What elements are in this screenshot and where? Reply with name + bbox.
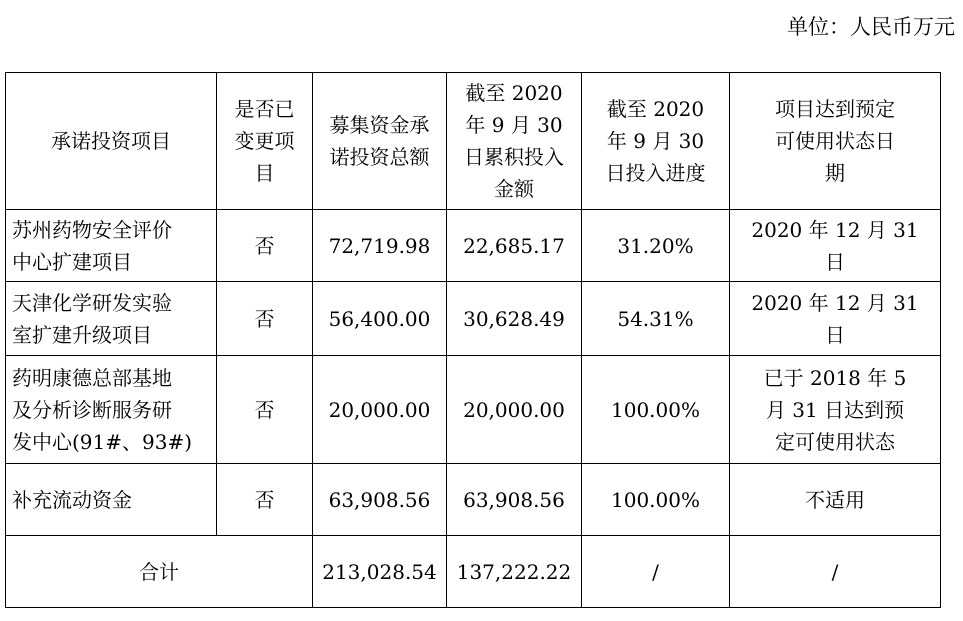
project-line: 发中心(91#、93#) xyxy=(12,429,193,454)
project-cell xyxy=(6,356,217,464)
header-row xyxy=(6,73,941,210)
ready-date-line: 日 xyxy=(825,322,845,347)
header-cumulative-line: 截至 2020 xyxy=(465,81,563,105)
changed-cell: 否 xyxy=(217,282,313,356)
header-progress-line: 年 9 月 30 xyxy=(606,129,705,153)
changed-cell: 否 xyxy=(217,356,313,464)
cumulative-cell: 20,000.00 xyxy=(447,356,582,464)
project-line: 天津化学研发实验 xyxy=(12,290,172,315)
project-line: 室扩建升级项目 xyxy=(12,322,152,347)
header-cumulative-line: 年 9 月 30 xyxy=(465,113,563,137)
header-committed xyxy=(313,73,447,210)
header-changed-line: 目 xyxy=(254,161,275,185)
progress-cell: 100.00% xyxy=(582,356,730,464)
project-line: 苏州药物安全评价 xyxy=(12,217,172,242)
project-line: 及分析诊断服务研 xyxy=(12,397,172,422)
ready-date-line: 定可使用状态 xyxy=(775,429,895,454)
committed-cell: 20,000.00 xyxy=(313,356,447,464)
header-project xyxy=(6,73,217,210)
header-ready-date xyxy=(730,73,941,210)
fund-usage-table xyxy=(5,72,941,608)
ready-date-cell xyxy=(730,210,941,282)
ready-date-cell xyxy=(730,356,941,464)
committed-cell: 72,719.98 xyxy=(313,210,447,282)
header-progress-line: 日投入进度 xyxy=(605,161,706,185)
unit-label: 单位：人民币万元 xyxy=(787,15,955,39)
total-cumulative: 137,222.22 xyxy=(447,536,582,608)
committed-cell: 56,400.00 xyxy=(313,282,447,356)
ready-date-line: 2020 年 12 月 31 xyxy=(751,290,919,315)
cumulative-cell: 30,628.49 xyxy=(447,282,582,356)
header-ready-date-line: 期 xyxy=(825,161,845,185)
header-cumulative xyxy=(447,73,582,210)
project-cell xyxy=(6,282,217,356)
total-progress: / xyxy=(582,536,730,608)
ready-date-cell xyxy=(730,282,941,356)
committed-cell: 63,908.56 xyxy=(313,464,447,536)
progress-cell: 100.00% xyxy=(582,464,730,536)
ready-date-line: 不适用 xyxy=(805,487,865,512)
header-ready-date-line: 可使用状态日 xyxy=(775,129,895,153)
ready-date-line: 月 31 日达到预 xyxy=(765,397,905,422)
header-cumulative-line: 金额 xyxy=(494,177,534,201)
header-cumulative-line: 日累积投入 xyxy=(464,145,564,169)
project-line: 药明康德总部基地 xyxy=(12,365,172,390)
project-cell xyxy=(6,464,217,536)
header-changed-line: 变更项 xyxy=(234,129,295,153)
header-progress-line: 截至 2020 xyxy=(606,97,705,121)
cumulative-cell: 63,908.56 xyxy=(447,464,582,536)
changed-cell: 否 xyxy=(217,210,313,282)
table-row xyxy=(6,210,941,282)
header-changed-line: 是否已 xyxy=(234,97,295,121)
header-ready-date-line: 项目达到预定 xyxy=(775,97,895,121)
header-project-text: 承诺投资项目 xyxy=(51,129,171,153)
header-progress xyxy=(582,73,730,210)
progress-cell: 31.20% xyxy=(582,210,730,282)
ready-date-line: 日 xyxy=(825,249,845,274)
header-changed xyxy=(217,73,313,210)
table-row xyxy=(6,464,941,536)
table-row xyxy=(6,282,941,356)
total-ready-date: / xyxy=(730,536,941,608)
total-committed: 213,028.54 xyxy=(313,536,447,608)
project-line: 补充流动资金 xyxy=(12,487,132,512)
ready-date-line: 2020 年 12 月 31 xyxy=(751,217,919,242)
project-line: 中心扩建项目 xyxy=(12,249,132,274)
total-row xyxy=(6,536,941,608)
project-cell xyxy=(6,210,217,282)
total-label: 合计 xyxy=(6,536,313,608)
header-committed-line: 募集资金承 xyxy=(329,113,430,137)
cumulative-cell: 22,685.17 xyxy=(447,210,582,282)
progress-cell: 54.31% xyxy=(582,282,730,356)
ready-date-line: 已于 2018 年 5 xyxy=(763,365,907,390)
table-row xyxy=(6,356,941,464)
changed-cell: 否 xyxy=(217,464,313,536)
header-committed-line: 诺投资总额 xyxy=(329,145,430,169)
ready-date-cell xyxy=(730,464,941,536)
